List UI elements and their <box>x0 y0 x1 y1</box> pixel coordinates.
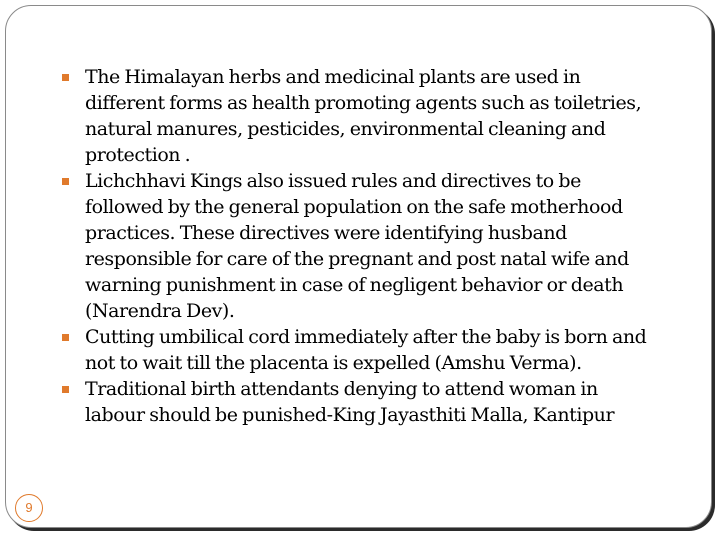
square-bullet-icon <box>62 74 69 81</box>
bullet-text: Lichchhavi Kings also issued rules and directives to be followed by the general population on the safe motherhood practices. These directives were identifying husband responsible for care of the pregnant and post natal wife and warning punishment in case of negligent behavior or death (Narendra Dev). <box>85 170 629 322</box>
bullet-item <box>60 324 660 376</box>
bullet-item <box>60 376 660 428</box>
square-bullet-icon <box>62 334 69 341</box>
page-number-badge: 9 <box>15 494 43 522</box>
bullet-text: The Himalayan herbs and medicinal plants are used in different forms as health promoting agents such as toiletries, natural manures, pesticides, environmental cleaning and protection . <box>85 66 642 166</box>
bullet-list <box>60 64 660 428</box>
bullet-item <box>60 64 660 168</box>
bullet-item <box>60 168 660 324</box>
square-bullet-icon <box>62 178 69 185</box>
bullet-text: Cutting umbilical cord immediately after the baby is born and not to wait till the placenta is expelled (Amshu Verma). <box>85 326 647 374</box>
square-bullet-icon <box>62 386 69 393</box>
bullet-text: Traditional birth attendants denying to attend woman in labour should be punished-King Jayasthiti Malla, Kantipur <box>85 378 615 426</box>
